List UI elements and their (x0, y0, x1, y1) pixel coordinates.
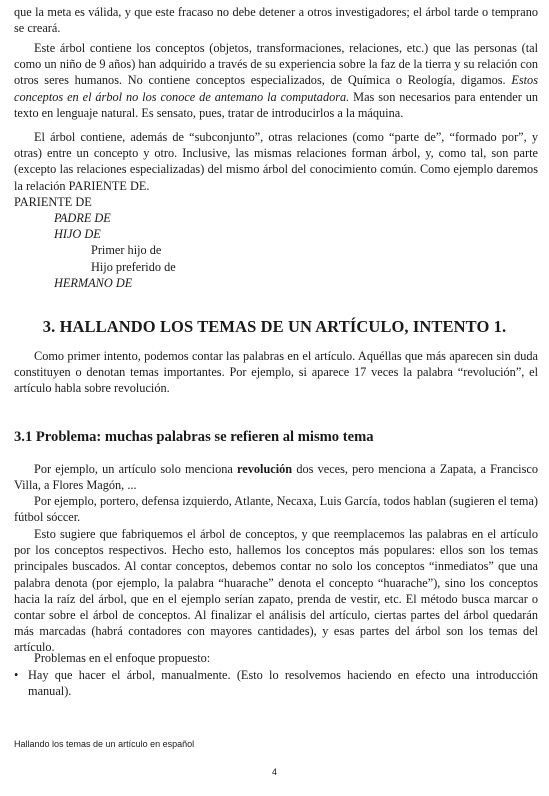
italic-emphasis: Estos conceptos en el árbol no los conoce de antemano la computadora. (14, 73, 538, 104)
paragraph-problems-intro (14, 650, 538, 666)
paragraph-text: Mas son necesarios para entender un texto en lenguaje natural. Es sensato, pues, tratar de introducirlos a la máquina. (14, 89, 539, 120)
tree-leaf: Hijo preferido de (91, 260, 176, 274)
subsection-heading: 3.1 Problema: muchas palabras se refieren al mismo tema (14, 429, 374, 445)
running-footer-title: Hallando los temas de un artículo en español (14, 739, 195, 749)
paragraph-tree-concepts (14, 40, 538, 121)
paragraph-text: El árbol contiene, además de “subconjunto”, otras relaciones (como “parte de”, “formado por”, y otras) entre un concepto y otro. Inclusive, las mismas relaciones forman árbol, y, como tal, son parte (excepto las relaciones especializadas) del mismo árbol del conocimiento común. Como ejemplo daremos la relación PARIENTE DE. (14, 130, 538, 193)
paragraph-text: Esto sugiere que fabriquemos el árbol de conceptos, y que reemplacemos las palabras en el artículo por los conceptos respectivos. Hecho esto, hallemos los conceptos más populares: ellos son los temas principales buscados. Al contar conceptos, debemos contar no solo los conceptos “inmediatos” que una palabra denota (por ejemplo, la palabra “huarache” denota el concepto “huarache”), sino los conceptos hacia la raíz del árbol, que en el ejemplo serían zapato, prenda de vestir, etc. El método busca marcar o contar sobre el árbol de conceptos. Al finalizar el análisis del artículo, ciertas partes del árbol quedarán más marcadas (habrá contadores con mayores cantidades), y esas partes del árbol son los temas del artículo. (14, 527, 538, 655)
bullet-text: Hay que hacer el árbol, manualmente. (Esto lo resolvemos haciendo en efecto una introducción manual). (28, 668, 538, 699)
section-heading: 3. HALLANDO LOS TEMAS DE UN ARTÍCULO, INTENTO 1. (42, 317, 507, 336)
tree-root: PARIENTE DE (14, 195, 92, 209)
paragraph-text: Problemas en el enfoque propuesto: (34, 651, 211, 665)
tree-node: HIJO DE (54, 227, 101, 241)
paragraph-concept-tree-method (14, 526, 538, 656)
paragraph-first-attempt (14, 348, 538, 397)
paragraph-text: Este árbol contiene los conceptos (objetos, transformaciones, relaciones, etc.) que las personas (tal como un niño de 9 años) han adquirido a través de su experiencia sobre la faz de la tierra y su relación con otros seres humanos. No contiene conceptos especializados, de Química o Reología, digamos. (14, 41, 538, 88)
paragraph-relations (14, 129, 538, 194)
page-number: 4 (271, 767, 277, 777)
tree-node: HERMANO DE (54, 276, 133, 290)
paragraph-continuation (14, 4, 538, 36)
bullet-dot-icon: • (14, 668, 19, 682)
tree-leaf: Primer hijo de (91, 243, 162, 257)
paragraph-text: Por ejemplo, portero, defensa izquierdo, Atlante, Necaxa, Luis García, todos hablan (sugieren el tema) fútbol sóccer. (14, 494, 538, 525)
paragraph-example-futbol (14, 493, 538, 525)
tree-node: PADRE DE (54, 211, 111, 225)
paragraph-example-revolution (14, 461, 538, 493)
paragraph-text: dos veces, pero menciona a Zapata, a Francisco Villa, a Flores Magón, ... (14, 462, 538, 493)
bold-emphasis: revolución (237, 462, 293, 476)
paragraph-text: Por ejemplo, un artículo solo menciona (34, 462, 238, 476)
paragraph-text: Como primer intento, podemos contar las palabras en el artículo. Aquéllas que más aparecen sin duda constituyen o denotan temas importantes. Por ejemplo, si aparece 17 veces la palabra “revolución”, el artículo habla sobre revolución. (14, 349, 538, 396)
paragraph-text: que la meta es válida, y que este fracaso no debe detener a otros investigadores; el árbol tarde o temprano se creará. (14, 5, 538, 36)
